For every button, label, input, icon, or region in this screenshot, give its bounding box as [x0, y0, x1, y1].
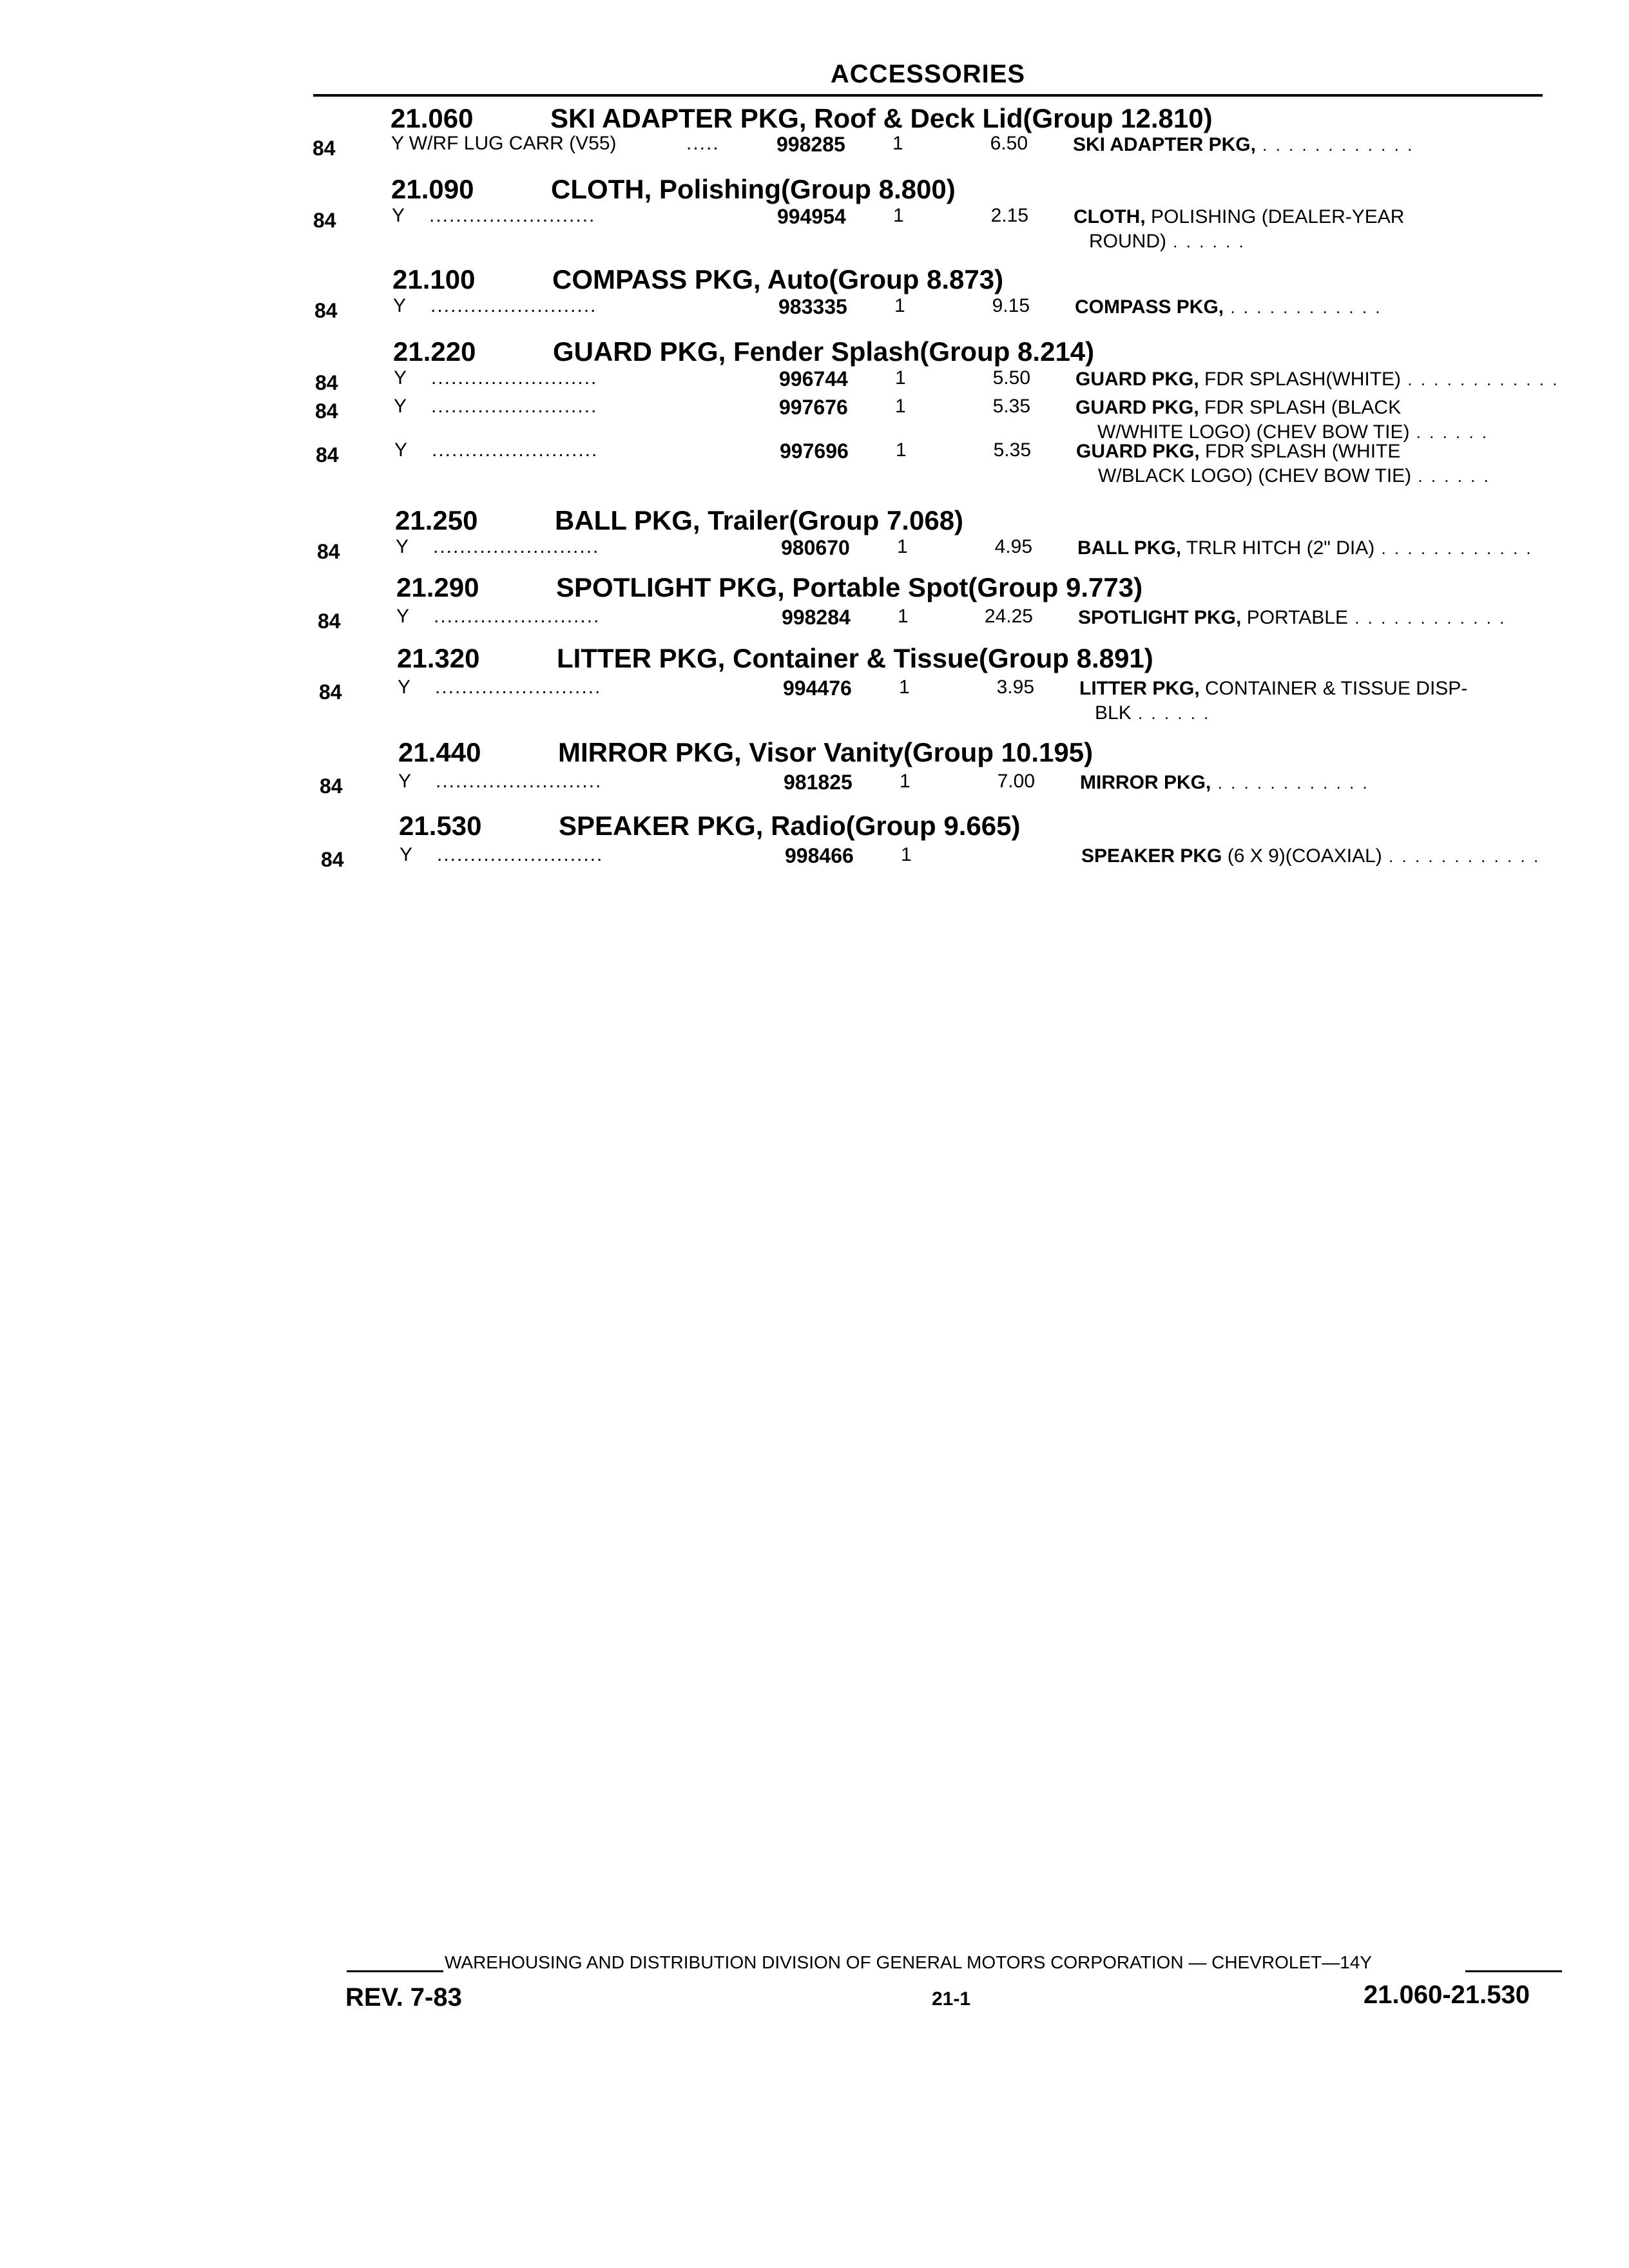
section-number: 21.290: [396, 572, 479, 602]
page-number: 21-1: [932, 1988, 971, 2010]
model-year: 84: [318, 610, 341, 633]
section-title: BALL PKG, Trailer(Group 7.068): [555, 505, 964, 535]
section-title: LITTER PKG, Container & Tissue(Group 8.891): [557, 643, 1153, 673]
description-dot-leader: . . . . . . . . . . . .: [1255, 135, 1414, 155]
description-text: TRLR HITCH (2" DIA): [1181, 537, 1375, 559]
section-title: SPEAKER PKG, Radio(Group 9.665): [559, 811, 1021, 841]
page-header: [313, 46, 1543, 97]
usage-code: Y: [396, 536, 409, 557]
description-keyword: SKI ADAPTER PKG,: [1073, 134, 1256, 155]
part-description: [1073, 133, 1414, 157]
usage-code: Y: [392, 205, 405, 226]
section-number: 21.530: [399, 811, 482, 841]
part-number: 994476: [783, 677, 852, 700]
part-description: [1075, 396, 1489, 445]
part-number: 996744: [779, 367, 848, 390]
section-number: 21.440: [398, 737, 481, 767]
dot-leader: .........................: [437, 844, 604, 865]
quantity: 1: [901, 844, 912, 865]
model-year: 84: [316, 443, 339, 466]
description-dot-leader: . . . . . .: [1409, 423, 1489, 442]
price: 5.35: [993, 439, 1031, 461]
description-keyword: COMPASS PKG,: [1075, 296, 1224, 318]
quantity: 1: [898, 606, 909, 627]
section-title: MIRROR PKG, Visor Vanity(Group 10.195): [558, 737, 1094, 767]
description-dot-leader: . . . . . .: [1131, 704, 1211, 723]
part-number: 981825: [784, 771, 853, 794]
description-keyword: GUARD PKG,: [1075, 397, 1199, 418]
section-number: 21.250: [395, 505, 478, 535]
description-dot-leader: . . . . . . . . . . . .: [1374, 539, 1533, 558]
price: 4.95: [994, 536, 1032, 557]
section-range: 21.060-21.530: [1364, 1981, 1530, 2009]
model-year: 84: [321, 848, 344, 871]
quantity: 1: [892, 133, 903, 154]
quantity: 1: [899, 677, 910, 698]
section-title: GUARD PKG, Fender Splash(Group 8.214): [553, 336, 1095, 367]
description-continuation: ROUND): [1089, 231, 1166, 252]
section-title: SPOTLIGHT PKG, Portable Spot(Group 9.773): [556, 572, 1143, 602]
usage-code: Y: [400, 844, 413, 865]
description-keyword: GUARD PKG,: [1076, 441, 1200, 462]
quantity: 1: [900, 771, 911, 792]
description-dot-leader: . . . . . .: [1166, 232, 1246, 251]
section-number: 21.060: [390, 103, 474, 133]
description-text: CONTAINER & TISSUE DISP-: [1199, 678, 1468, 699]
usage-code: Y: [394, 396, 407, 417]
description-keyword: MIRROR PKG,: [1080, 772, 1211, 793]
dot-leader: .........................: [436, 771, 602, 792]
part-number: 998284: [782, 606, 851, 629]
footer-org-text: WAREHOUSING AND DISTRIBUTION DIVISION OF GENERAL MOTORS CORPORATION — CHEVROLET—14Y: [445, 1952, 1373, 1972]
description-text: (6 X 9)(COAXIAL): [1222, 845, 1382, 867]
dot-leader: .....: [686, 133, 720, 154]
part-description: [1075, 295, 1382, 320]
quantity: 1: [896, 439, 907, 461]
part-number: 980670: [781, 536, 850, 559]
description-text: FDR SPLASH (BLACK: [1199, 397, 1402, 418]
price: 6.50: [990, 133, 1028, 154]
page-title: ACCESSORIES: [830, 60, 1026, 88]
quantity: 1: [897, 536, 908, 557]
description-dot-leader: . . . . . . . . . . . .: [1211, 773, 1369, 793]
description-text: POLISHING (DEALER-YEAR: [1145, 206, 1405, 227]
description-keyword: CLOTH,: [1074, 206, 1146, 227]
part-number: 998466: [785, 844, 854, 867]
description-text: PORTABLE: [1241, 607, 1348, 628]
footer-org-line: [347, 1952, 1562, 1984]
quantity: 1: [895, 367, 906, 389]
price: 24.25: [984, 606, 1033, 627]
model-year: 84: [315, 399, 338, 423]
description-dot-leader: . . . . . . . . . . . .: [1224, 298, 1382, 317]
description-keyword: GUARD PKG,: [1075, 369, 1199, 390]
section-number: 21.100: [392, 264, 476, 294]
dot-leader: .........................: [432, 439, 599, 461]
model-year: 84: [313, 209, 336, 232]
usage-code: Y: [394, 367, 407, 389]
description-keyword: BALL PKG,: [1077, 537, 1182, 559]
price: 9.15: [992, 295, 1030, 316]
description-text: FDR SPLASH(WHITE): [1199, 369, 1402, 390]
price: 2.15: [990, 205, 1028, 226]
dot-leader: .........................: [430, 295, 597, 316]
part-number: 998285: [776, 133, 845, 156]
description-dot-leader: . . . . . . . . . . . .: [1401, 370, 1559, 389]
price: 5.50: [992, 367, 1030, 389]
usage-code: Y W/RF LUG CARR (V55): [391, 133, 617, 154]
dot-leader: .........................: [431, 396, 598, 417]
model-year: 84: [317, 540, 340, 563]
model-year: 84: [319, 680, 342, 704]
description-dot-leader: . . . . . .: [1411, 466, 1490, 486]
part-description: [1076, 439, 1490, 488]
description-continuation: BLK: [1095, 702, 1132, 724]
quantity: 1: [893, 205, 904, 226]
part-description: [1079, 677, 1467, 726]
part-number: 983335: [778, 295, 847, 318]
dot-leader: .........................: [433, 536, 600, 557]
revision-label: REV. 7-83: [345, 1983, 462, 2012]
part-description: [1075, 367, 1559, 392]
part-number: 997696: [780, 439, 849, 463]
quantity: 1: [894, 295, 905, 316]
section-number: 21.090: [391, 174, 474, 204]
description-continuation: W/WHITE LOGO) (CHEV BOW TIE): [1097, 421, 1410, 443]
usage-code: Y: [398, 677, 411, 698]
part-description: [1074, 205, 1404, 254]
part-description: [1078, 606, 1506, 630]
section-title: COMPASS PKG, Auto(Group 8.873): [552, 264, 1004, 294]
model-year: 84: [314, 299, 338, 322]
description-text: FDR SPLASH (WHITE: [1199, 441, 1401, 462]
usage-code: Y: [393, 295, 407, 316]
section-number: 21.220: [393, 336, 476, 367]
dot-leader: .........................: [429, 205, 596, 226]
part-description: [1080, 771, 1369, 795]
dot-leader: .........................: [434, 606, 601, 627]
usage-code: Y: [396, 606, 410, 627]
model-year: 84: [315, 371, 338, 394]
price: 5.35: [992, 396, 1030, 417]
part-description: [1081, 844, 1540, 869]
usage-code: Y: [398, 771, 412, 792]
dot-leader: .........................: [431, 367, 598, 389]
part-number: 994954: [777, 205, 846, 228]
description-dot-leader: . . . . . . . . . . . .: [1382, 847, 1541, 866]
description-keyword: SPOTLIGHT PKG,: [1078, 607, 1242, 628]
section-number: 21.320: [397, 643, 480, 673]
description-keyword: LITTER PKG,: [1079, 678, 1200, 699]
part-number: 997676: [779, 396, 848, 419]
model-year: 84: [313, 137, 336, 160]
description-dot-leader: . . . . . . . . . . . .: [1347, 608, 1507, 628]
footer-rule-left: [347, 1970, 443, 1972]
quantity: 1: [895, 396, 906, 417]
section-title: SKI ADAPTER PKG, Roof & Deck Lid(Group 12.810): [550, 103, 1213, 133]
usage-code: Y: [394, 439, 408, 461]
description-continuation: W/BLACK LOGO) (CHEV BOW TIE): [1098, 465, 1412, 486]
price: 3.95: [996, 677, 1034, 698]
description-keyword: SPEAKER PKG: [1081, 845, 1222, 867]
part-description: [1077, 536, 1533, 561]
footer-rule-right: [1465, 1970, 1562, 1972]
price: 7.00: [997, 771, 1035, 792]
dot-leader: .........................: [435, 677, 602, 698]
model-year: 84: [320, 774, 343, 798]
section-title: CLOTH, Polishing(Group 8.800): [551, 174, 956, 204]
